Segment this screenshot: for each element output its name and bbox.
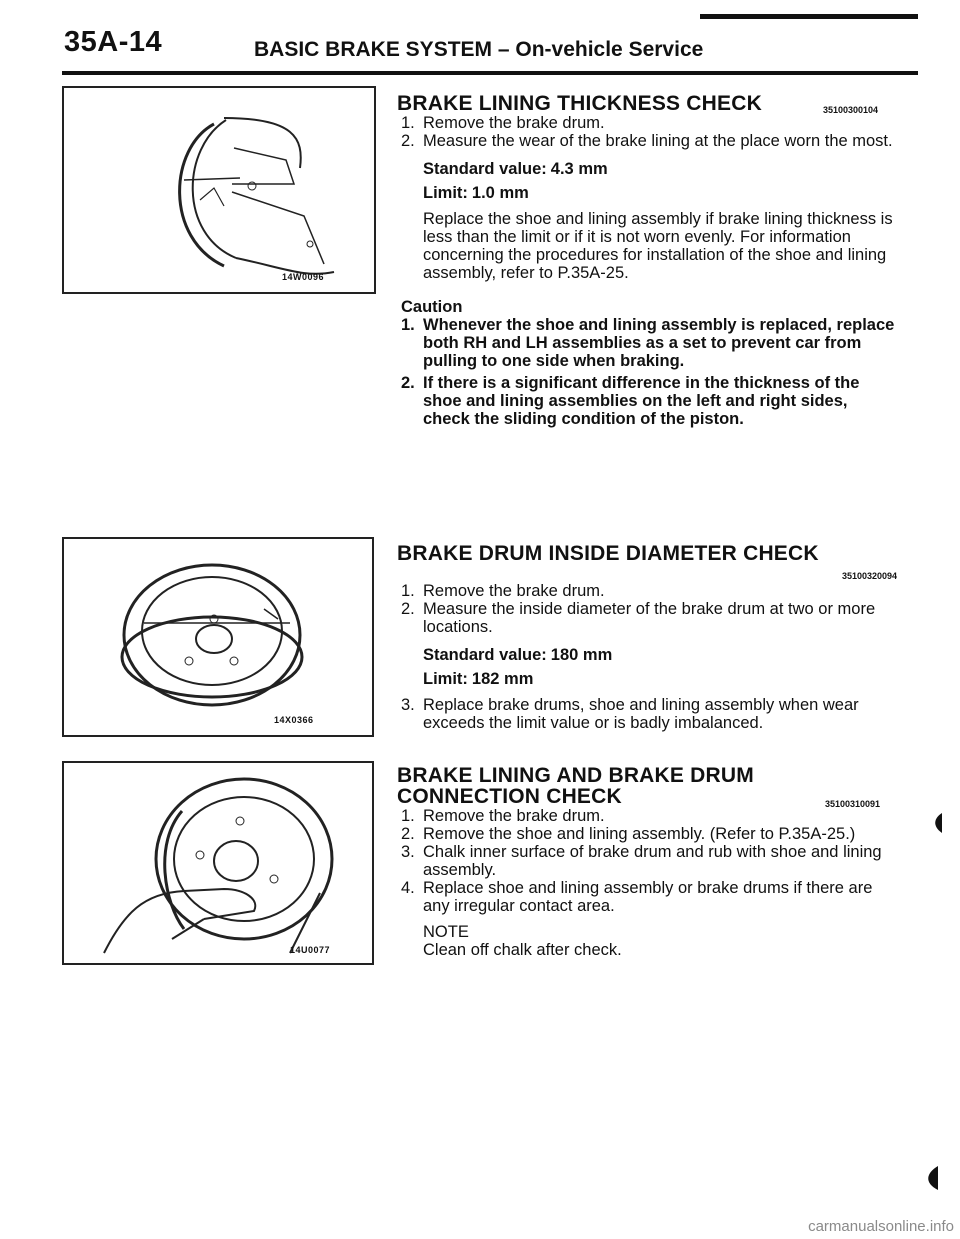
step-text: Measure the inside diameter of the brake drum at two or more locations. bbox=[423, 600, 876, 636]
description-paragraph: Replace the shoe and lining assembly if brake lining thickness is less than the limit or if it is not worn evenly. For information concerning the procedures for installation of the shoe and lining assembly, refer to P.35A-25. bbox=[423, 210, 893, 282]
figure-brake-drum bbox=[62, 537, 374, 737]
caution-text: Whenever the shoe and lining assembly is replaced, replace both RH and LH assemblies as a set to prevent car from pulling to one side when braking. bbox=[423, 316, 895, 370]
caution-number: 1. bbox=[401, 316, 415, 334]
page-number: 35A-14 bbox=[64, 26, 163, 58]
limit-number: 1.0 mm bbox=[471, 184, 529, 202]
caution-text: If there is a significant difference in the thickness of the shoe and lining assemblies on the left and right sides, check the sliding condition of the piston. bbox=[423, 374, 860, 428]
header-top-line bbox=[700, 14, 918, 19]
section-drum-diameter bbox=[397, 543, 897, 732]
figure-code: 14U0077 bbox=[290, 945, 331, 955]
standard-label: Standard value: bbox=[423, 646, 547, 664]
brake-shoe-illustration bbox=[64, 88, 374, 292]
figure-chalk-check bbox=[62, 761, 374, 965]
step-text: Replace brake drums, shoe and lining assembly when wear exceeds the limit value or is badly imbalanced. bbox=[423, 696, 859, 732]
list-item bbox=[397, 825, 897, 843]
section-code: 35100300104 bbox=[823, 105, 879, 115]
list-item bbox=[397, 843, 897, 879]
scan-mark bbox=[930, 812, 944, 834]
limit-value bbox=[397, 670, 897, 688]
step-number: 2. bbox=[401, 600, 415, 618]
section-title: BRAKE DRUM INSIDE DIAMETER CHECK bbox=[397, 542, 819, 565]
brake-drum-illustration bbox=[64, 539, 372, 735]
limit-label: Limit: bbox=[423, 184, 468, 202]
list-item bbox=[397, 600, 897, 636]
step-text: Measure the wear of the brake lining at the place worn the most. bbox=[423, 132, 893, 150]
standard-value bbox=[397, 160, 897, 178]
section-title-line2: CONNECTION CHECK bbox=[397, 785, 622, 808]
standard-number: 180 mm bbox=[550, 646, 613, 664]
standard-value bbox=[397, 646, 897, 664]
list-item bbox=[397, 132, 897, 150]
section-connection-check bbox=[397, 765, 897, 959]
limit-value bbox=[397, 184, 897, 202]
list-item bbox=[397, 879, 897, 915]
chalk-drum-check-illustration bbox=[64, 763, 372, 963]
note-text: Clean off chalk after check. bbox=[423, 941, 622, 959]
note-label: NOTE bbox=[423, 923, 469, 941]
watermark: carmanualsonline.info bbox=[808, 1218, 954, 1235]
step-number: 1. bbox=[401, 582, 415, 600]
step-number: 2. bbox=[401, 132, 415, 150]
section-lining-thickness bbox=[397, 93, 897, 428]
step-text: Remove the shoe and lining assembly. (Refer to P.35A-25.) bbox=[423, 825, 856, 843]
step-number: 3. bbox=[401, 696, 415, 714]
list-item bbox=[397, 114, 897, 132]
caution-item bbox=[397, 316, 897, 370]
list-item bbox=[397, 582, 897, 600]
standard-number: 4.3 mm bbox=[550, 160, 608, 178]
limit-label: Limit: bbox=[423, 670, 468, 688]
caution-number: 2. bbox=[401, 374, 415, 392]
step-number: 2. bbox=[401, 825, 415, 843]
limit-number: 182 mm bbox=[471, 670, 534, 688]
page-title: BASIC BRAKE SYSTEM – On-vehicle Service bbox=[254, 38, 704, 61]
step-number: 3. bbox=[401, 843, 415, 861]
step-number: 1. bbox=[401, 114, 415, 132]
figure-code: 14X0366 bbox=[274, 715, 314, 725]
figure-brake-shoe bbox=[62, 86, 376, 294]
figure-code: 14W0096 bbox=[282, 272, 325, 282]
step-number: 1. bbox=[401, 807, 415, 825]
caution-label: Caution bbox=[401, 298, 463, 316]
section-code: 35100320094 bbox=[841, 571, 897, 581]
step-text: Replace shoe and lining assembly or brake drums if there are any irregular contact area. bbox=[423, 879, 873, 915]
step-text: Chalk inner surface of brake drum and rub with shoe and lining assembly. bbox=[423, 843, 882, 879]
standard-label: Standard value: bbox=[423, 160, 547, 178]
step-number: 4. bbox=[401, 879, 415, 897]
section-title-line1: BRAKE LINING AND BRAKE DRUM bbox=[397, 764, 754, 787]
caution-item bbox=[397, 374, 897, 428]
step-text: Remove the brake drum. bbox=[423, 582, 605, 600]
scan-mark bbox=[922, 1165, 940, 1191]
step-text: Remove the brake drum. bbox=[423, 807, 605, 825]
header-rule bbox=[62, 71, 918, 75]
list-item bbox=[397, 807, 897, 825]
step-text: Remove the brake drum. bbox=[423, 114, 605, 132]
list-item bbox=[397, 696, 897, 732]
section-code: 35100310091 bbox=[825, 799, 881, 809]
section-title: BRAKE LINING THICKNESS CHECK bbox=[397, 92, 762, 115]
